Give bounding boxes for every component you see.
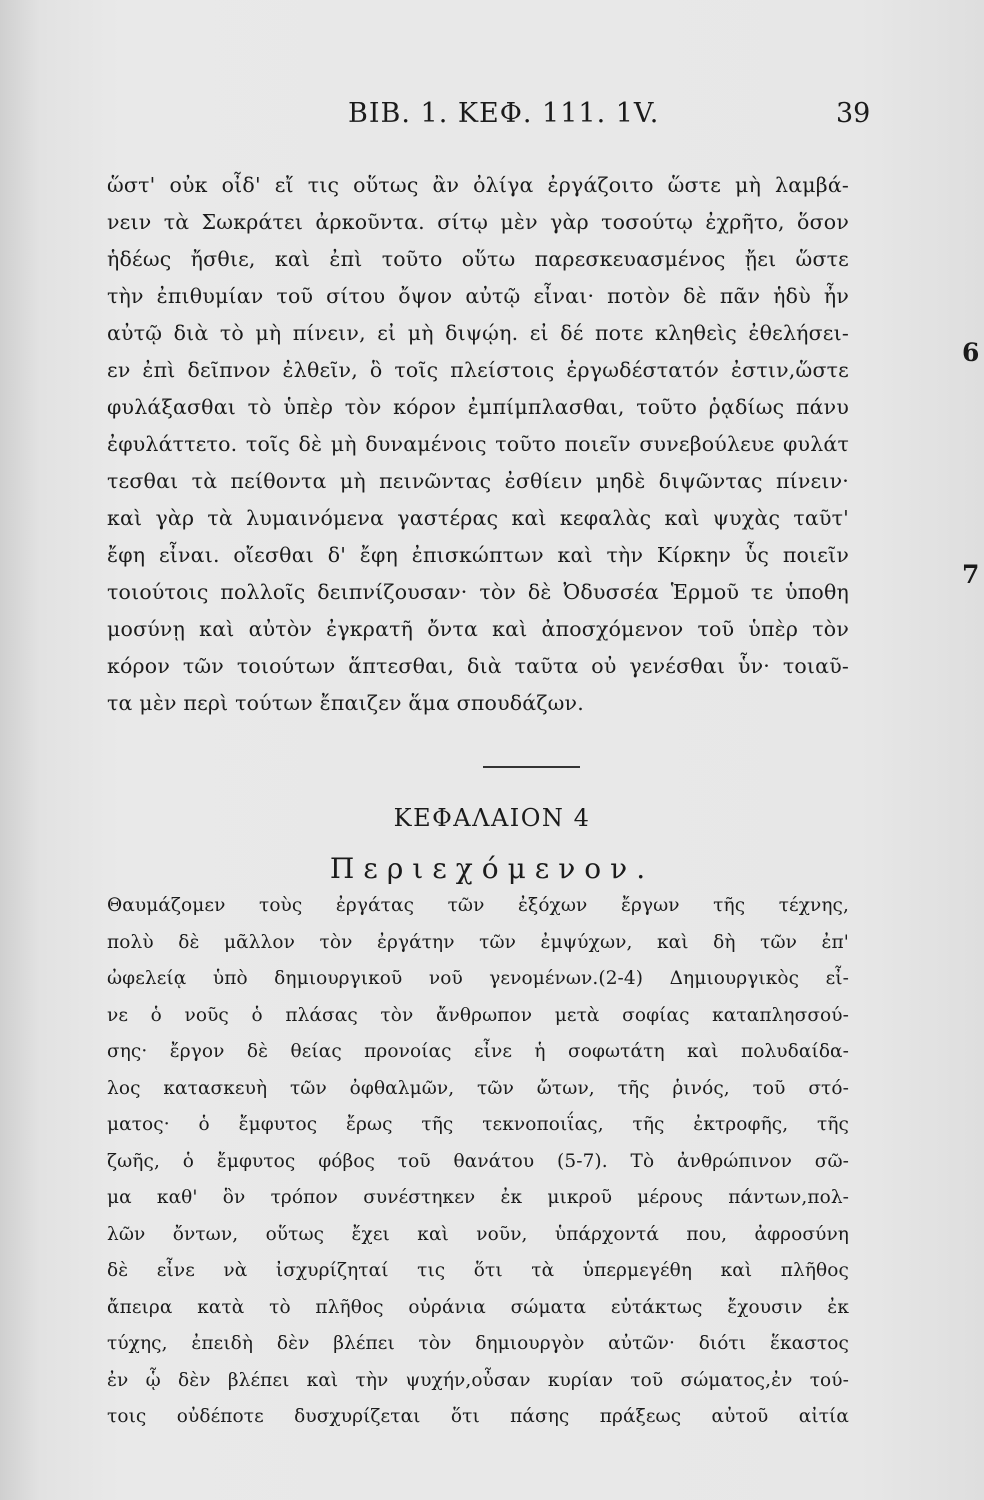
chapter-title: ΚΕΦΑΛΑΙΟΝ 4 (393, 804, 591, 832)
text-line: ὥστ' οὐκ οἶδ' εἴ τις οὕτως ἂν ὀλίγα ἐργάζοιτο ὥστε μὴ λαμβά- (107, 173, 849, 197)
summary-line: τοις οὐδέποτε δυσχυρίζεται ὅτι πάσης πράξεως αὐτοῦ αἰτία (107, 1406, 849, 1427)
summary-line: ματος· ὁ ἔμφυτος ἔρως τῆς τεκνοποιΐας, τῆς ἐκτροφῆς, τῆς (107, 1114, 849, 1135)
text-line: τεσθαι τὰ πείθοντα μὴ πεινῶντας ἐσθίειν μηδὲ διψῶντας πίνειν· (107, 469, 849, 493)
running-head: ΒΙΒ. 1. ΚΕΦ. 111. 1V. (348, 98, 660, 129)
summary-line: δὲ εἶνε νὰ ἰσχυρίζηταί τις ὅτι τὰ ὑπερμεγέθη καὶ πλῆθος (107, 1260, 849, 1281)
summary-line: ἐν ᾧ δὲν βλέπει καὶ τὴν ψυχήν,οὖσαν κυρίαν τοῦ σώματος,ἐν τού- (107, 1370, 849, 1391)
text-line: τοιούτοις πολλοῖς δειπνίζουσαν· τὸν δὲ Ὀδυσσέα Ἑρμοῦ τε ὑποθη (107, 580, 849, 604)
summary-line: μα καθ' ὃν τρόπον συνέστηκεν ἐκ μικροῦ μέρους πάντων,πολ- (107, 1187, 849, 1208)
summary-line: σης· ἔργον δὲ θείας προνοίας εἶνε ἡ σοφωτάτη καὶ πολυδαίδα- (107, 1041, 849, 1062)
text-line: φυλάξασθαι τὸ ὑπὲρ τὸν κόρον ἐμπίμπλασθαι, τοῦτο ῥᾳδίως πάνυ (107, 395, 849, 419)
chapter-subtitle: Περιεχόμενον. (329, 852, 655, 885)
page-number: 39 (836, 98, 871, 129)
summary-line: ὠφελείᾳ ὑπὸ δημιουργικοῦ νοῦ γενομένων.(2-4) Δημιουργικὸς εἶ- (107, 968, 849, 989)
summary-line: πολὺ δὲ μᾶλλον τὸν ἐργάτην τῶν ἐμψύχων, καὶ δὴ τῶν ἐπ' (107, 932, 849, 953)
summary-line: Θαυμάζομεν τοὺς ἐργάτας τῶν ἐξόχων ἔργων τῆς τέχνης, (107, 895, 849, 916)
text-line: τα μὲν περὶ τούτων ἔπαιζεν ἅμα σπουδάζων. (107, 691, 584, 715)
text-line: κόρον τῶν τοιούτων ἅπτεσθαι, διὰ ταῦτα οὐ γενέσθαι ὗν· τοιαῦ- (107, 654, 849, 678)
section-number-7: 7 (962, 560, 980, 589)
summary-line: νε ὁ νοῦς ὁ πλάσας τὸν ἄνθρωπον μετὰ σοφίας καταπλησσού- (107, 1005, 849, 1026)
text-line: νειν τὰ Σωκράτει ἀρκοῦντα. σίτῳ μὲν γὰρ τοσούτῳ ἐχρῆτο, ὅσον (107, 210, 849, 234)
text-line: καὶ γὰρ τὰ λυμαινόμενα γαστέρας καὶ κεφαλὰς καὶ ψυχὰς ταῦτ' (107, 506, 849, 530)
text-line: μοσύνῃ καὶ αὐτὸν ἐγκρατῆ ὄντα καὶ ἀποσχόμενον τοῦ ὑπὲρ τὸν (107, 617, 849, 641)
summary-line: ἄπειρα κατὰ τὸ πλῆθος οὐράνια σώματα εὐτάκτως ἔχουσιν ἐκ (107, 1297, 849, 1318)
text-line: εν ἐπὶ δεῖπνον ἐλθεῖν, ὃ τοῖς πλείστοις ἐργωδέστατόν ἐστιν,ὥστε (107, 358, 849, 382)
summary-line: λος κατασκευὴ τῶν ὀφθαλμῶν, τῶν ὤτων, τῆς ῥινός, τοῦ στό- (107, 1078, 849, 1099)
text-line: τὴν ἐπιθυμίαν τοῦ σίτου ὄψον αὐτῷ εἶναι· ποτὸν δὲ πᾶν ἡδὺ ἦν (107, 284, 849, 308)
summary-line: λῶν ὄντων, οὕτως ἔχει καὶ νοῦν, ὑπάρχοντά που, ἀφροσύνη (107, 1224, 849, 1245)
section-divider (483, 766, 580, 768)
text-line: ἐφυλάττετο. τοῖς δὲ μὴ δυναμένοις τοῦτο ποιεῖν συνεβούλευε φυλάτ (107, 432, 849, 456)
text-line: ἔφη εἶναι. οἴεσθαι δ' ἔφη ἐπισκώπτων καὶ τὴν Κίρκην ὗς ποιεῖν (107, 543, 849, 567)
text-line: αὐτῷ διὰ τὸ μὴ πίνειν, εἰ μὴ διψῴη. εἰ δέ ποτε κληθεὶς ἐθελήσει- (107, 321, 849, 345)
text-line: ἡδέως ἤσθιε, καὶ ἐπὶ τοῦτο οὕτω παρεσκευασμένος ᾔει ὥστε (107, 247, 849, 271)
summary-line: ζωῆς, ὁ ἔμφυτος φόβος τοῦ θανάτου (5-7). Τὸ ἀνθρώπινον σῶ- (107, 1151, 849, 1172)
section-number-6: 6 (962, 338, 980, 367)
summary-line: τύχης, ἐπειδὴ δὲν βλέπει τὸν δημιουργὸν αὐτῶν· διότι ἕκαστος (107, 1333, 849, 1354)
